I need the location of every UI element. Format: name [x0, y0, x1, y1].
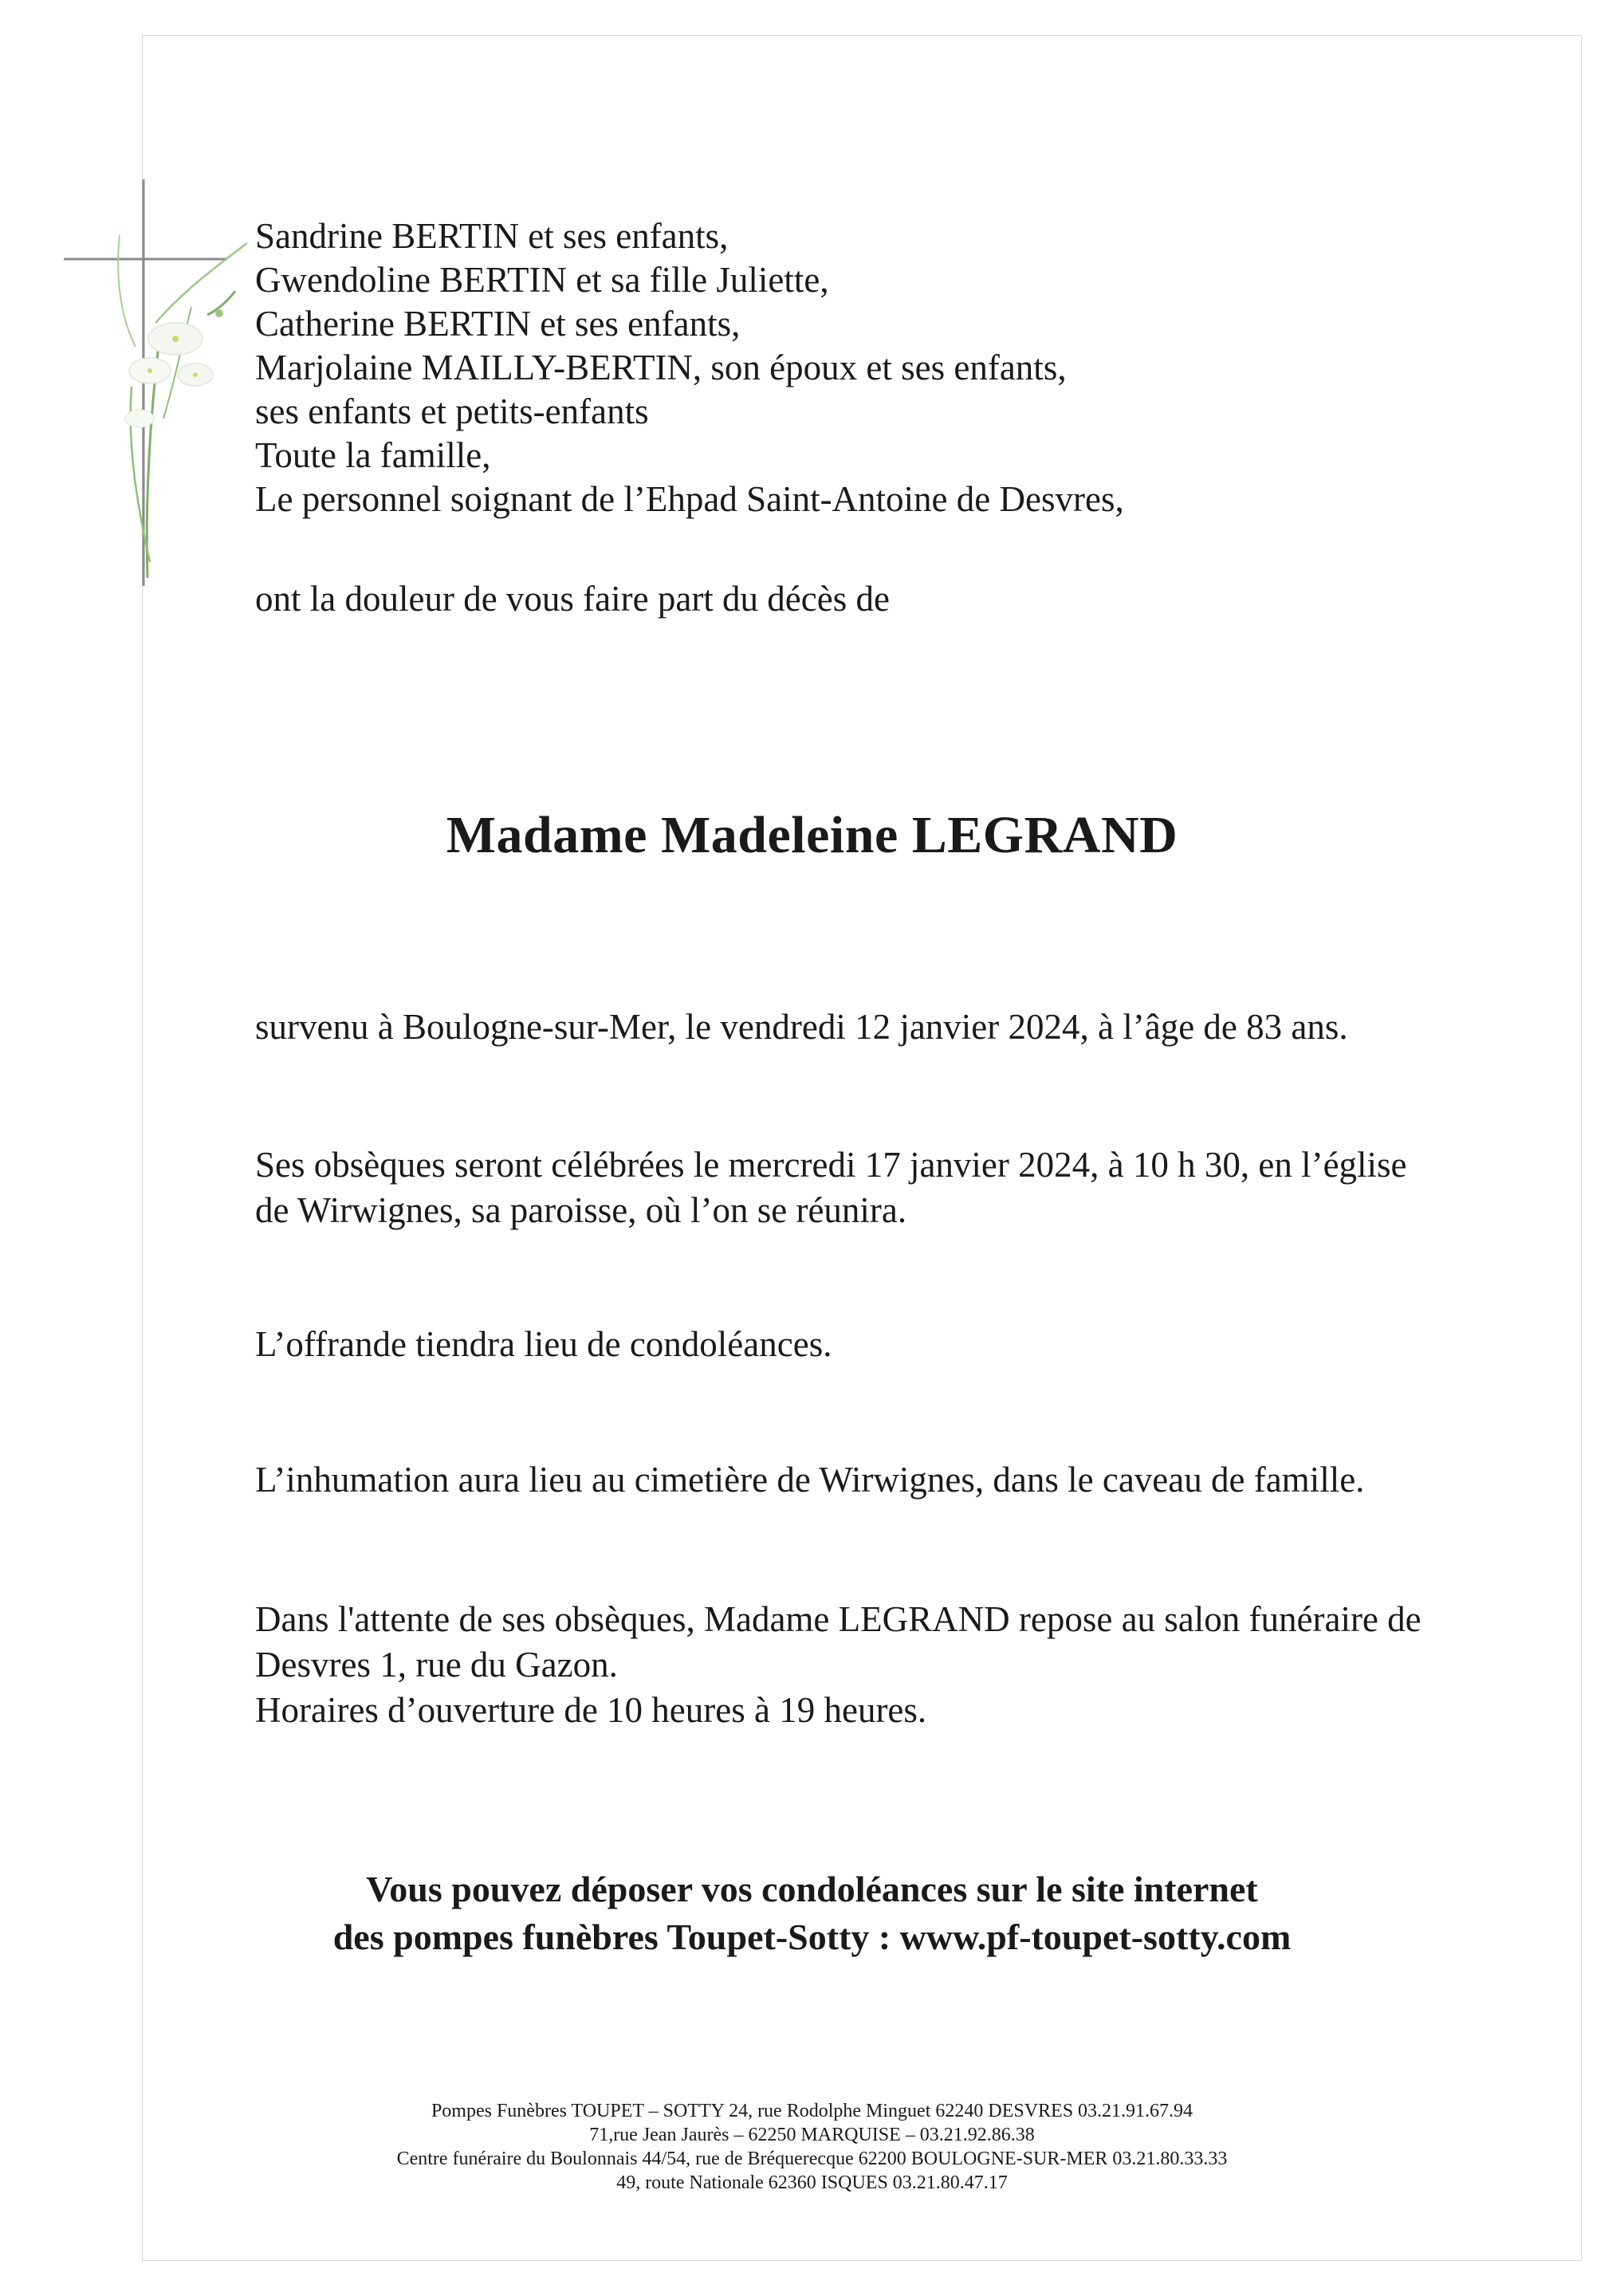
condolences-text-line-2: des pompes funèbres Toupet-Sotty : www.pf-toupet-sotty.com: [332, 1917, 1292, 1957]
family-line-6: Toute la famille,: [255, 435, 491, 475]
death-info-text: survenu à Boulogne-sur-Mer, le vendredi 12 janvier 2024, à l’âge de 83 ans.: [255, 1007, 1348, 1047]
repose-text-line-1: Dans l'attente de ses obsèques, Madame LEGRAND repose au salon funéraire de: [255, 1599, 1421, 1639]
deceased-name-heading: Madame Madeleine LEGRAND: [446, 806, 1178, 864]
footer-line-1: Pompes Funèbres TOUPET – SOTTY 24, rue Rodolphe Minguet 62240 DESVRES 03.21.91.67.94: [431, 2101, 1193, 2121]
family-line-5: ses enfants et petits-enfants: [255, 391, 649, 431]
family-line-2: Gwendoline BERTIN et sa fille Juliette,: [255, 260, 829, 300]
repose-text-line-3: Horaires d’ouverture de 10 heures à 19 heures.: [255, 1690, 927, 1730]
funeral-text-line-1: Ses obsèques seront célébrées le mercredi 17 janvier 2024, à 10 h 30, en l’église: [255, 1145, 1407, 1185]
repose-text-line-2: Desvres 1, rue du Gazon.: [255, 1645, 618, 1685]
family-line-3: Catherine BERTIN et ses enfants,: [255, 304, 741, 344]
offering-text: L’offrande tiendra lieu de condoléances.: [255, 1324, 832, 1364]
burial-text: L’inhumation aura lieu au cimetière de Wirwignes, dans le caveau de famille.: [255, 1460, 1365, 1500]
announcement-text: ont la douleur de vous faire part du décès de: [255, 579, 890, 619]
funeral-text-line-2: de Wirwignes, sa paroisse, où l’on se réunira.: [255, 1190, 907, 1230]
condolences-text-line-1: Vous pouvez déposer vos condoléances sur le site internet: [366, 1869, 1258, 1909]
footer-line-2: 71,rue Jean Jaurès – 62250 MARQUISE – 03.21.92.86.38: [589, 2125, 1035, 2145]
cross-with-lilies-icon: [56, 179, 263, 594]
footer-line-3: Centre funéraire du Boulonnais 44/54, rue de Bréquerecque 62200 BOULOGNE-SUR-MER 03.21.80.33.33: [396, 2149, 1228, 2169]
family-line-7: Le personnel soignant de l’Ehpad Saint-Antoine de Desvres,: [255, 479, 1124, 519]
footer-line-4: 49, route Nationale 62360 ISQUES 03.21.80.47.17: [616, 2172, 1008, 2193]
family-line-1: Sandrine BERTIN et ses enfants,: [255, 216, 729, 256]
family-line-4: Marjolaine MAILLY-BERTIN, son époux et ses enfants,: [255, 348, 1067, 387]
